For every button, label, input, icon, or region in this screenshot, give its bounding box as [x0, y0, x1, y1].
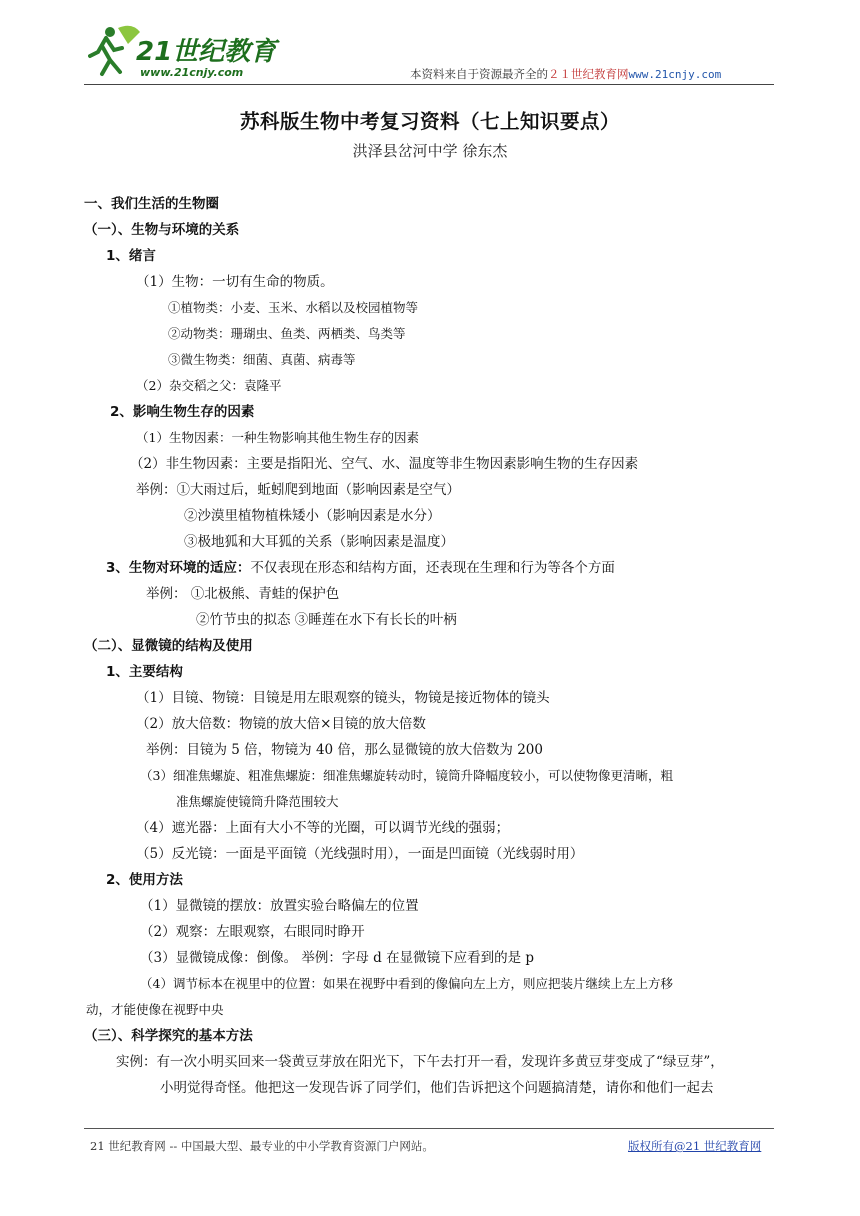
- text-line: （1）生物：一切有生命的物质。: [136, 274, 334, 290]
- text-line: ③微生物类：细菌、真菌、病毒等: [168, 352, 356, 367]
- header-note-brand: ２１世纪教育网: [548, 67, 629, 81]
- text-line: 举例：①大雨过后，蚯蚓爬到地面（影响因素是空气）: [136, 482, 460, 498]
- text-line: （3）细准焦螺旋、粗准焦螺旋：细准焦螺旋转动时，镜筒升降幅度较小，可以使物像更清晰，粗: [140, 768, 673, 783]
- footer-text: 21 世纪教育网 -- 中国最大型、最专业的中小学教育资源门户网站。: [90, 1139, 434, 1153]
- text-line: ①植物类：小麦、玉米、水稻以及校园植物等: [168, 300, 419, 315]
- text-line: 准焦螺旋使镜筒升降范围较大: [176, 794, 339, 809]
- text-line: ③极地狐和大耳狐的关系（影响因素是温度）: [184, 534, 454, 550]
- header-divider: [84, 84, 774, 85]
- text-line: 小明觉得奇怪。他把这一发现告诉了同学们，他们告诉把这个问题搞清楚，请你和他们一起去: [160, 1080, 714, 1096]
- topic-heading: 2、影响生物生存的因素: [110, 404, 255, 420]
- header-note-site[interactable]: www.21cnjy.com: [628, 68, 722, 81]
- topic-heading: 2、使用方法: [106, 872, 183, 888]
- logo-url: www.21cnjy.com: [140, 66, 244, 79]
- text-line: 动，才能使像在视野中央: [86, 1002, 224, 1017]
- text-line: 举例： ①北极熊、青蛙的保护色: [146, 586, 340, 602]
- document-subtitle: 洪泽县岔河中学 徐东杰: [352, 142, 508, 160]
- topic-heading: 1、绪言: [106, 248, 156, 264]
- subsection-heading: （三）、科学探究的基本方法: [84, 1028, 253, 1044]
- page-header: [0, 0, 860, 90]
- logo-text: 21世纪教育: [136, 37, 277, 67]
- topic-line: [106, 558, 615, 578]
- subsection-heading: （一）、生物与环境的关系: [84, 222, 240, 238]
- text-line: （1）显微镜的摆放：放置实验台略偏左的位置: [140, 898, 419, 914]
- header-note: [410, 66, 721, 82]
- text-line: 实例：有一次小明买回来一袋黄豆芽放在阳光下，下午去打开一看，发现许多黄豆芽变成了“绿豆芽”，: [116, 1054, 724, 1070]
- text-line: ②竹节虫的拟态 ③睡莲在水下有长长的叶柄: [196, 612, 457, 628]
- section-heading: 一、我们生活的生物圈: [84, 196, 219, 212]
- topic-heading: 3、生物对环境的适应：: [106, 560, 251, 576]
- text-line: （4）遮光器：上面有大小不等的光圈，可以调节光线的强弱；: [136, 820, 510, 836]
- text-line: 举例：目镜为 5 倍，物镜为 40 倍，那么显微镜的放大倍数为 200: [146, 742, 543, 758]
- text-line: （1）生物因素：一种生物影响其他生物生存的因素: [136, 430, 419, 445]
- text-line: （5）反光镜：一面是平面镜（光线强时用），一面是凹面镜（光线弱时用）: [136, 846, 584, 862]
- text-line: ②沙漠里植物植株矮小（影响因素是水分）: [184, 508, 441, 524]
- text-line: （2）非生物因素：主要是指阳光、空气、水、温度等非生物因素影响生物的生存因素: [130, 456, 639, 472]
- text-line: （4）调节标本在视里中的位置：如果在视野中看到的像偏向左上方，则应把装片继续上左上方移: [140, 976, 673, 991]
- copyright-link[interactable]: 版权所有@21 世纪教育网: [628, 1139, 762, 1153]
- text-line: （2）观察：左眼观察，右眼同时睁开: [140, 924, 365, 940]
- logo: [88, 22, 288, 82]
- subsection-heading: （二）、显微镜的结构及使用: [84, 638, 253, 654]
- footer-divider: [84, 1128, 774, 1129]
- text-line: ②动物类：珊瑚虫、鱼类、两栖类、鸟类等: [168, 326, 406, 341]
- topic-heading: 1、主要结构: [106, 664, 183, 680]
- topic-text: 不仅表现在形态和结构方面，还表现在生理和行为等各个方面: [250, 560, 615, 576]
- text-line: （2）放大倍数：物镜的放大倍×目镜的放大倍数: [136, 716, 426, 732]
- text-line: （3）显微镜成像：倒像。 举例：字母 d 在显微镜下应看到的是 p: [140, 950, 535, 966]
- text-line: （1）目镜、物镜：目镜是用左眼观察的镜头，物镜是接近物体的镜头: [136, 690, 550, 706]
- header-note-prefix: 本资料来自于资源最齐全的: [410, 67, 548, 81]
- text-line: （2）杂交稻之父：袁隆平: [136, 378, 282, 393]
- document-title: 苏科版生物中考复习资料（七上知识要点）: [239, 110, 620, 133]
